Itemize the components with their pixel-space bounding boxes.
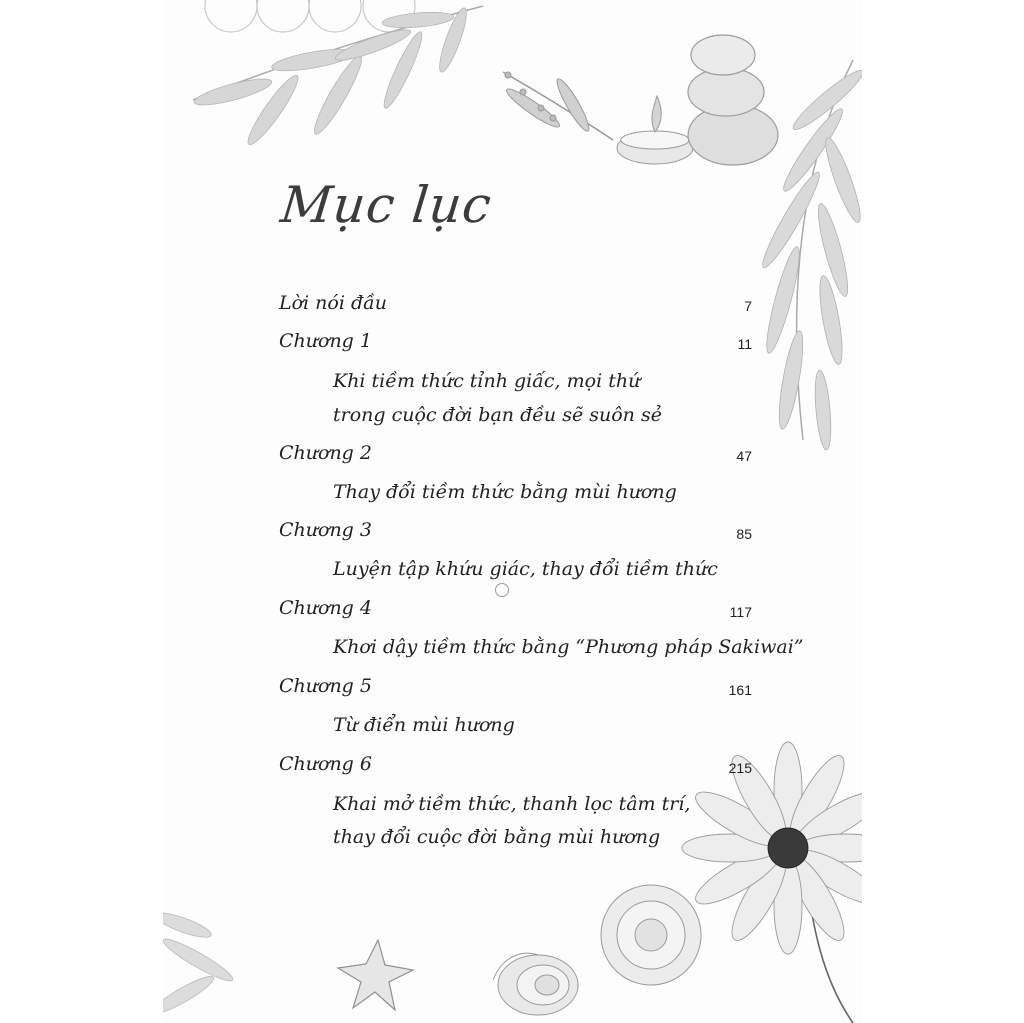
candle-illustration bbox=[617, 96, 693, 164]
toc-subtitle: trong cuộc đời bạn đều sẽ suôn sẻ bbox=[333, 404, 662, 426]
ring-1 bbox=[205, 0, 257, 32]
bottom-illustration bbox=[163, 730, 862, 1023]
toc-subtitle: thay đổi cuộc đời bằng mùi hương bbox=[333, 826, 661, 848]
page-title: Mục lục bbox=[277, 176, 495, 234]
flower-illustration bbox=[601, 885, 701, 985]
toc-page-number: 85 bbox=[736, 526, 752, 542]
toc-entry-chapter-5[interactable]: Chương 5 bbox=[279, 675, 372, 697]
toc-entry-chapter-1[interactable]: Chương 1 bbox=[279, 330, 372, 352]
starfish-illustration bbox=[338, 940, 413, 1010]
toc-subtitle: Thay đổi tiềm thức bằng mùi hương bbox=[333, 481, 677, 503]
shell-illustration bbox=[493, 953, 578, 1015]
toc-entry-chapter-2[interactable]: Chương 2 bbox=[279, 442, 372, 464]
toc-entry-chapter-4[interactable]: Chương 4 bbox=[279, 597, 372, 619]
leaf-branch-bottom-left bbox=[163, 908, 236, 1018]
ring-3 bbox=[309, 0, 361, 32]
toc-subtitle: Từ điển mùi hương bbox=[333, 714, 515, 736]
toc-subtitle: Khi tiềm thức tỉnh giấc, mọi thứ bbox=[333, 370, 641, 392]
book-page bbox=[163, 0, 862, 1023]
daisy-illustration bbox=[682, 742, 862, 1023]
toc-subtitle: Khai mở tiềm thức, thanh lọc tâm trí, bbox=[333, 793, 691, 815]
toc-entry-chapter-3[interactable]: Chương 3 bbox=[279, 519, 372, 541]
toc-entry-preface[interactable]: Lời nói đầu bbox=[279, 292, 388, 314]
herb-sprig bbox=[503, 72, 613, 140]
toc-entry-chapter-6[interactable]: Chương 6 bbox=[279, 753, 372, 775]
stacked-stones bbox=[688, 35, 778, 165]
toc-subtitle: Luyện tập khứu giác, thay đổi tiềm thức bbox=[333, 558, 718, 580]
toc-page-number: 11 bbox=[737, 336, 752, 352]
page-mark bbox=[495, 583, 509, 597]
ring-2 bbox=[257, 0, 309, 32]
toc-page-number: 117 bbox=[729, 604, 752, 620]
toc-page-number: 47 bbox=[736, 448, 752, 464]
toc-subtitle: Khơi dậy tiềm thức bằng “Phương pháp Sakiwai” bbox=[333, 636, 804, 658]
toc-page-number: 161 bbox=[728, 682, 752, 698]
toc-page-number: 215 bbox=[728, 760, 752, 776]
leaf-branch-top-left bbox=[192, 6, 483, 149]
toc-page-number: 7 bbox=[744, 298, 752, 314]
leaf-branch-right bbox=[757, 60, 862, 450]
